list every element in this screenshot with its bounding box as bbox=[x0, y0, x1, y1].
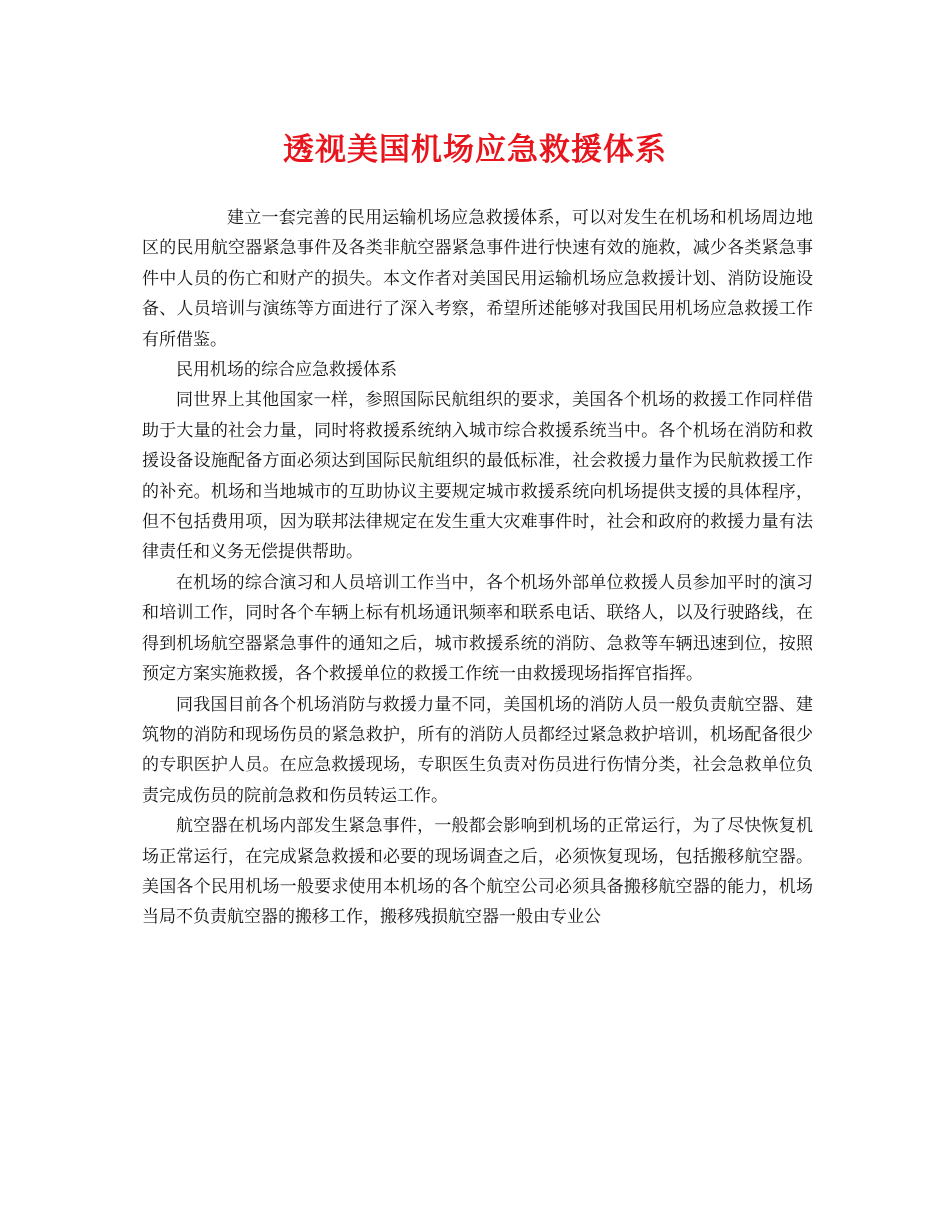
document-title: 透视美国机场应急救援体系 bbox=[283, 132, 667, 168]
body-paragraph: 同世界上其他国家一样，参照国际民航组织的要求，美国各个机场的救援工作同样借助于大量的社会力量，同时将救援系统纳入城市综合救援系统当中。各个机场在消防和救援设备设施配备方面必须达到国际民航组织的最低标准，社会救援力量作为民航救援工作的补充。机场和当地城市的互助协议主要规定城市救援系统向机场提供支援的具体程序，但不包括费用项，因为联邦法律规定在发生重大灾难事件时，社会和政府的救援力量有法律责任和义务无偿提供帮助。 bbox=[142, 390, 813, 563]
intro-paragraph: 建立一套完善的民用运输机场应急救援体系，可以对发生在机场和机场周边地区的民用航空器紧急事件及各类非航空器紧急事件进行快速有效的施救，减少各类紧急事件中人员的伤亡和财产的损失。本文作者对美国民用运输机场应急救援计划、消防设施设备、人员培训与演练等方面进行了深入考察，希望所述能够对我国民用机场应急救援工作有所借鉴。 bbox=[142, 208, 813, 350]
body-paragraph: 同我国目前各个机场消防与救援力量不同，美国机场的消防人员一般负责航空器、建筑物的消防和现场伤员的紧急救护，所有的消防人员都经过紧急救护培训，机场配备很少的专职医护人员。在应急救援现场，专职医生负责对伤员进行伤情分类，社会急救单位负责完成伤员的院前急救和伤员转运工作。 bbox=[142, 694, 813, 806]
section-heading: 民用机场的综合应急救援体系 bbox=[176, 360, 397, 381]
body-paragraph: 在机场的综合演习和人员培训工作当中，各个机场外部单位救援人员参加平时的演习和培训工作，同时各个车辆上标有机场通讯频率和联系电话、联络人，以及行驶路线，在得到机场航空器紧急事件的通知之后，城市救援系统的消防、急救等车辆迅速到位，按照预定方案实施救援，各个救援单位的救援工作统一由救援现场指挥官指挥。 bbox=[142, 572, 813, 685]
document-body bbox=[142, 203, 813, 933]
body-paragraph: 航空器在机场内部发生紧急事件，一般都会影响到机场的正常运行，为了尽快恢复机场正常运行，在完成紧急救援和必要的现场调查之后，必须恢复现场，包括搬移航空器。美国各个民用机场一般要求使用本机场的各个航空公司必须具备搬移航空器的能力，机场当局不负责航空器的搬移工作，搬移残损航空器一般由专业公 bbox=[142, 816, 813, 928]
